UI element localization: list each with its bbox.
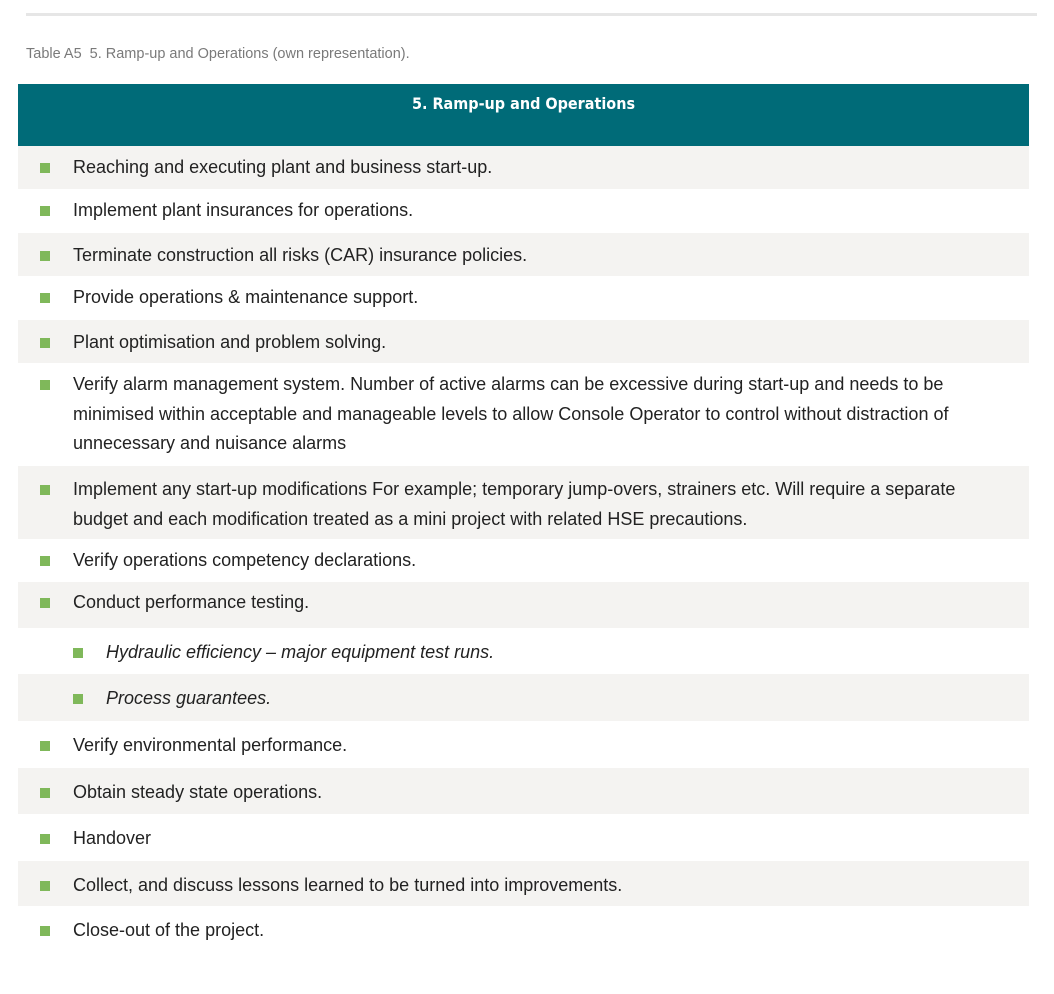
row-text: Collect, and discuss lessons learned to be turned into improvements. xyxy=(73,875,623,895)
table-row xyxy=(18,466,1029,539)
table-row xyxy=(18,539,1029,582)
bullet-square-icon xyxy=(40,338,50,348)
row-text: Hydraulic efficiency – major equipment test runs. xyxy=(106,642,495,662)
caption-label: Table A5 xyxy=(26,46,82,62)
row-text: Verify environmental performance. xyxy=(73,735,348,755)
bullet-square-icon xyxy=(40,834,50,844)
table-row xyxy=(18,582,1029,628)
bullet-square-icon xyxy=(40,293,50,303)
bullet-square-icon xyxy=(73,694,83,704)
row-text: Implement any start-up modifications For example; temporary jump-overs, strainers etc. Will require a separate budget and each modification treated as a mini project with related HSE precautions. xyxy=(73,479,956,529)
bullet-square-icon xyxy=(40,741,50,751)
table-row xyxy=(18,320,1029,363)
ramp-up-operations-table xyxy=(18,84,1029,953)
table-row xyxy=(18,146,1029,189)
table-row xyxy=(18,906,1029,953)
row-text: Terminate construction all risks (CAR) insurance policies. xyxy=(73,245,528,265)
row-text: Implement plant insurances for operations. xyxy=(73,200,414,220)
table-row xyxy=(18,233,1029,276)
table-row xyxy=(18,276,1029,320)
row-text: Plant optimisation and problem solving. xyxy=(73,332,387,352)
table-row-subitem xyxy=(18,674,1029,721)
row-text: Process guarantees. xyxy=(106,688,272,708)
bullet-square-icon xyxy=(40,206,50,216)
top-divider xyxy=(26,13,1037,16)
row-text: Close-out of the project. xyxy=(73,920,265,940)
bullet-square-icon xyxy=(40,788,50,798)
bullet-square-icon xyxy=(40,251,50,261)
bullet-square-icon xyxy=(40,380,50,390)
bullet-square-icon xyxy=(40,598,50,608)
row-text: Reaching and executing plant and business start-up. xyxy=(73,157,493,177)
table-row-subitem xyxy=(18,628,1029,674)
table-caption xyxy=(26,46,410,62)
row-text: Obtain steady state operations. xyxy=(73,782,323,802)
table-body xyxy=(18,146,1029,953)
table-row xyxy=(18,721,1029,768)
bullet-square-icon xyxy=(40,556,50,566)
bullet-square-icon xyxy=(73,648,83,658)
caption-text: 5. Ramp-up and Operations (own representation). xyxy=(89,46,410,62)
table-row xyxy=(18,363,1029,466)
table-row xyxy=(18,189,1029,233)
row-text: Handover xyxy=(73,828,152,848)
table-header xyxy=(18,84,1029,146)
bullet-square-icon xyxy=(40,881,50,891)
row-text: Provide operations & maintenance support. xyxy=(73,287,419,307)
bullet-square-icon xyxy=(40,485,50,495)
table-row xyxy=(18,814,1029,861)
row-text: Verify alarm management system. Number of active alarms can be excessive during start-up and needs to be minimised within acceptable and manageable levels to allow Console Operator to control without distraction of unnecessary and nuisance alarms xyxy=(73,374,949,453)
bullet-square-icon xyxy=(40,926,50,936)
table-row xyxy=(18,768,1029,814)
table-header-title: 5. Ramp-up and Operations xyxy=(411,94,636,113)
row-text: Conduct performance testing. xyxy=(73,592,310,612)
table-row xyxy=(18,861,1029,906)
row-text: Verify operations competency declarations. xyxy=(73,550,417,570)
bullet-square-icon xyxy=(40,163,50,173)
